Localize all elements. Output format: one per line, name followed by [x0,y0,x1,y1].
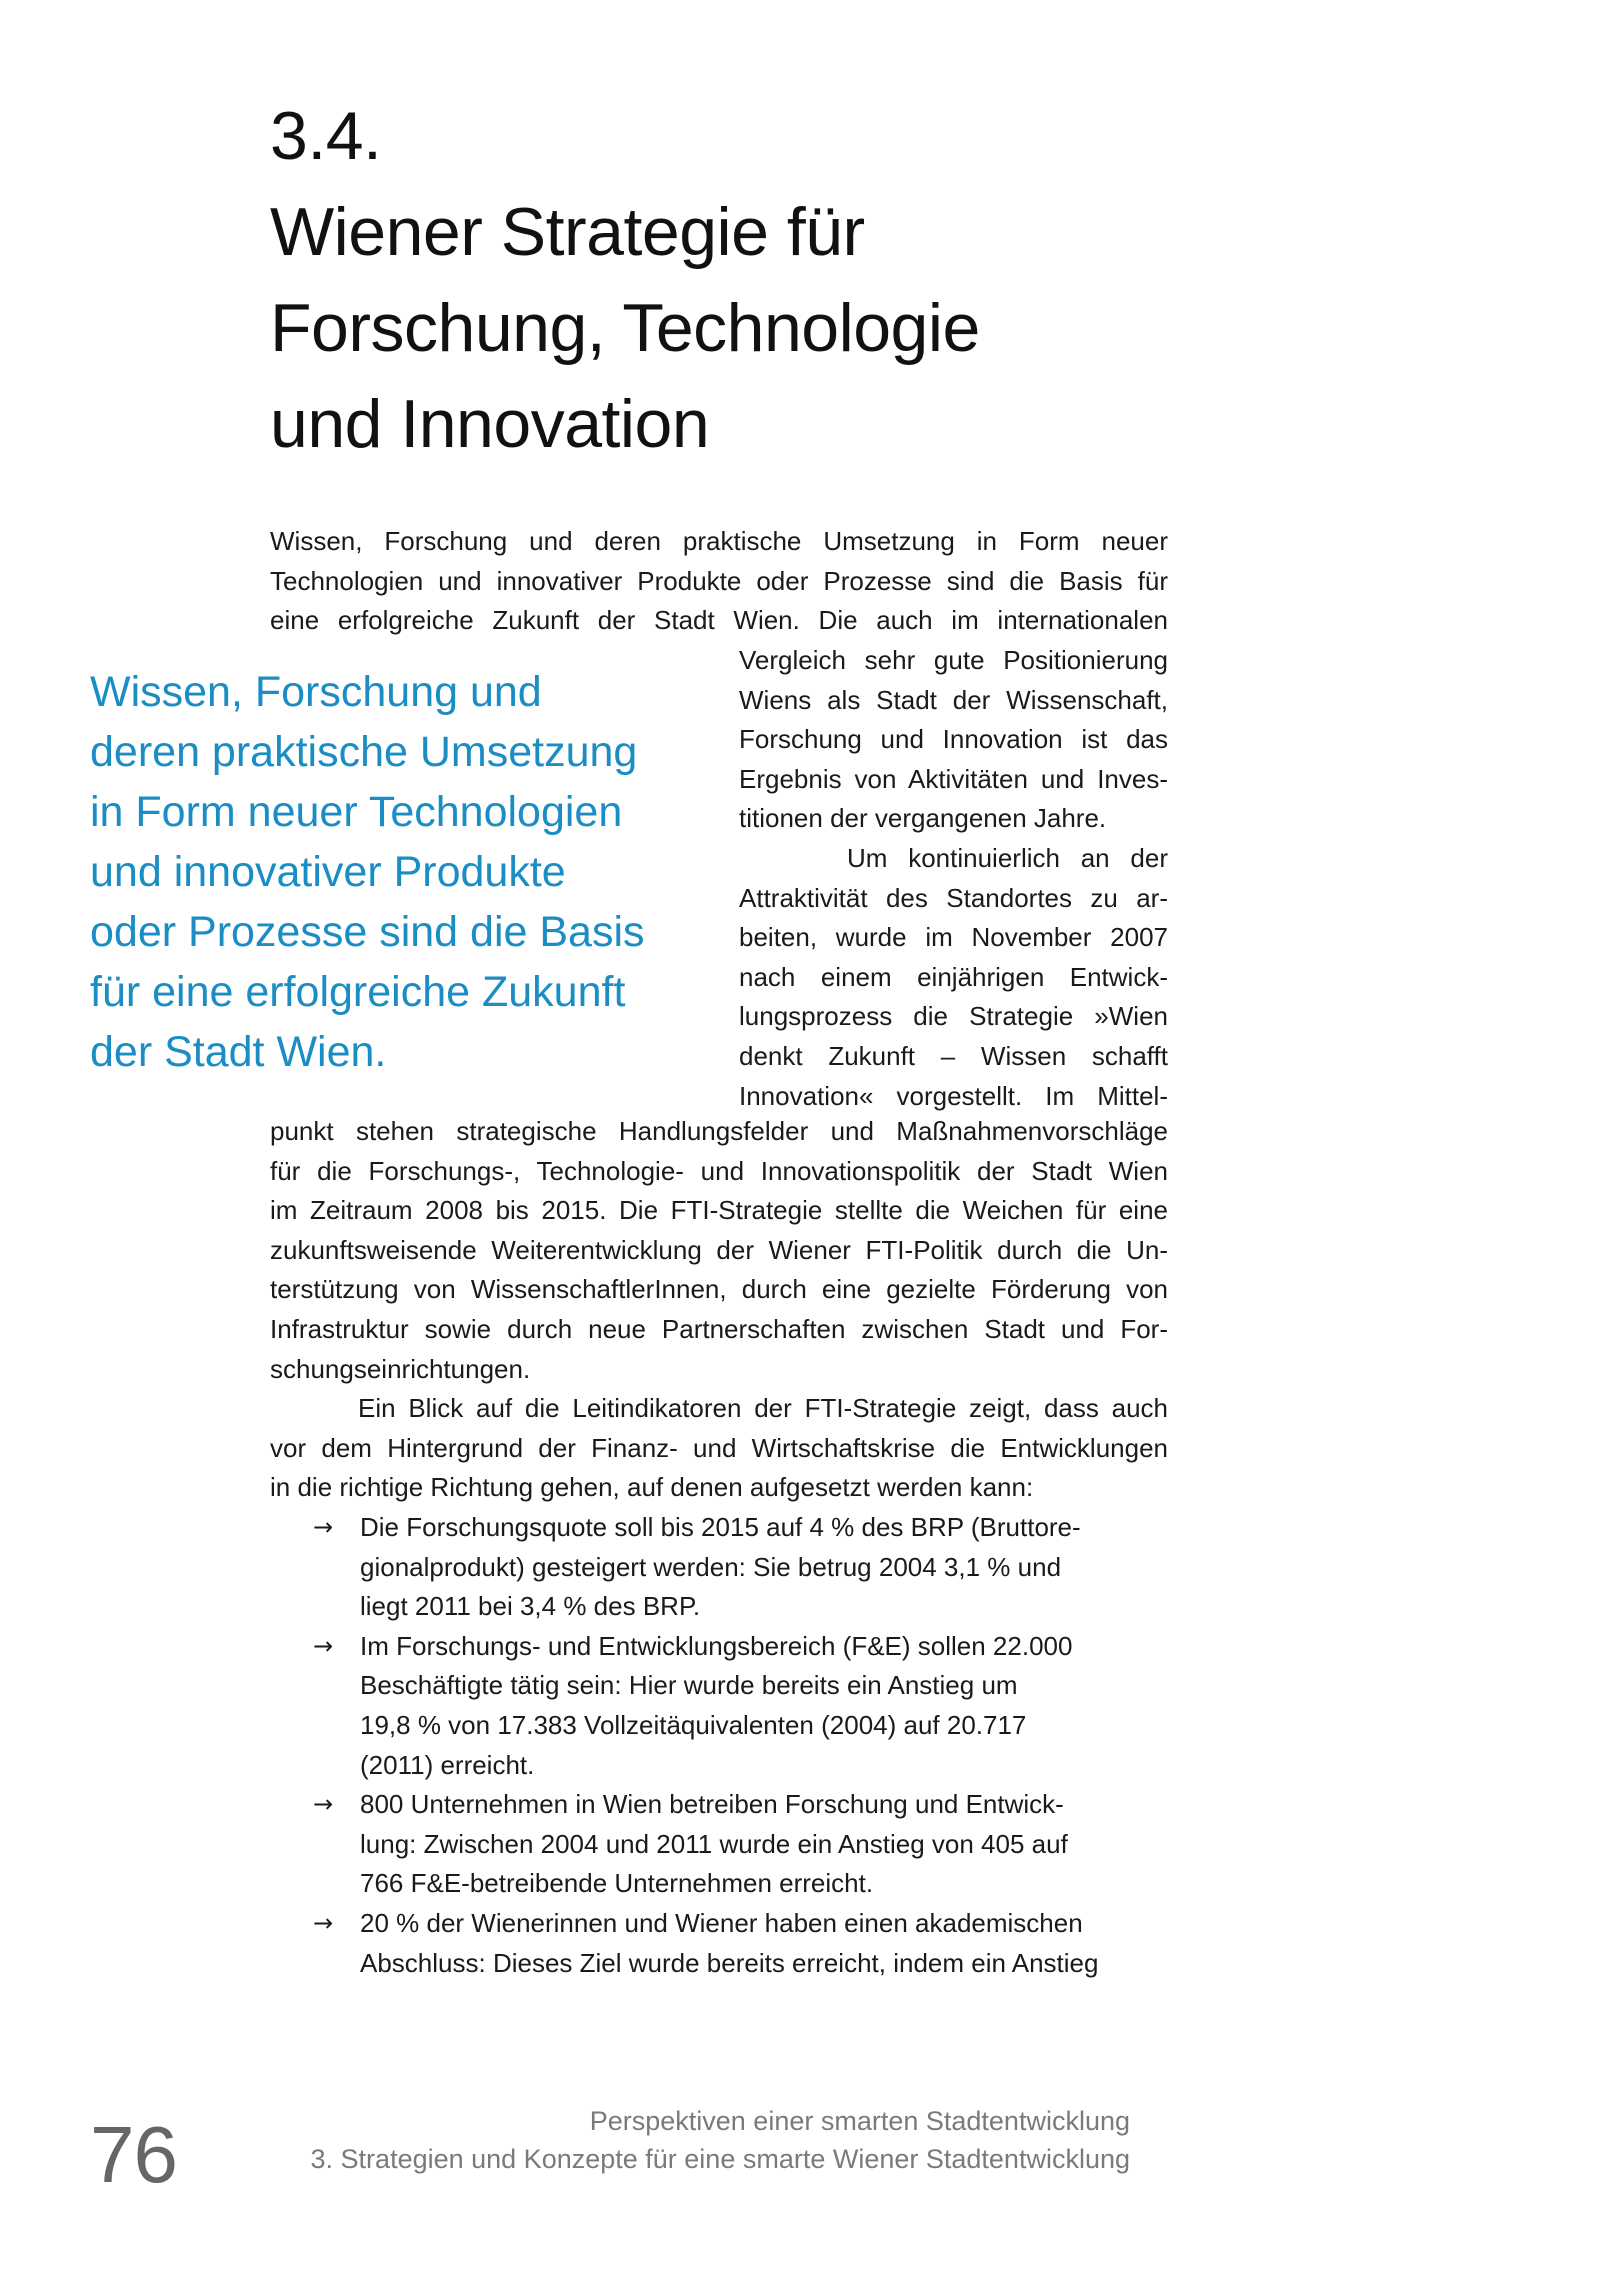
pull-quote-line: und innovativer Produkte [90,848,566,896]
footer-chapter-title: 3. Strategien und Konzepte für eine smarte Wiener Stadtentwicklung [310,2144,1130,2174]
page-number: 76 [90,2110,177,2199]
body-paragraph-main [270,1112,1168,1508]
body-line: zukunftsweisende Weiterentwicklung der Wiener FTI-Politik durch die Un- [270,1234,1168,1265]
section-title-line: Forschung, Technologie [270,290,980,366]
list-item [270,1785,1168,1904]
section-number: 3.4. [270,98,382,174]
list-item-line: Abschluss: Dieses Ziel wurde bereits erreicht, indem ein Anstieg [360,1947,1099,1978]
list-item [270,1904,1168,1983]
list-item-line: gionalprodukt) gesteigert werden: Sie betrug 2004 3,1 % und [360,1551,1062,1582]
body-paragraph-intro [270,522,1168,641]
body-line: terstützung von WissenschaftlerInnen, durch eine gezielte Förderung von [270,1274,1168,1305]
pull-quote-line: oder Prozesse sind die Basis [90,908,645,956]
pull-quote-line: Wissen, Forschung und [90,668,542,716]
body-line: Wiens als Stadt der Wissenschaft, [739,684,1168,715]
arrow-right-icon: → [312,1790,334,1819]
body-line: Um kontinuierlich an der [847,842,1168,873]
list-item [270,1508,1168,1627]
list-item-line: 19,8 % von 17.383 Vollzeitäquivalenten (2004) auf 20.717 [360,1709,1027,1740]
section-heading [270,88,1270,472]
list-item-line: 20 % der Wienerinnen und Wiener haben einen akademischen [360,1907,1083,1938]
list-item-line: lung: Zwischen 2004 und 2011 wurde ein Anstieg von 405 auf [360,1828,1068,1859]
body-line: titionen der vergangenen Jahre. [739,803,1107,834]
list-item-line: Beschäftigte tätig sein: Hier wurde bereits ein Anstieg um [360,1670,1018,1701]
body-line: im Zeitraum 2008 bis 2015. Die FTI-Strategie stellte die Weichen für eine [270,1195,1168,1226]
body-line: schungseinrichtungen. [270,1353,531,1384]
list-item [270,1627,1168,1785]
footer-publication-title: Perspektiven einer smarten Stadtentwicklung [589,2106,1130,2136]
body-line: nach einem einjährigen Entwick- [739,961,1168,992]
body-line: Forschung und Innovation ist das [739,724,1168,755]
list-item-line: 766 F&E-betreibende Unternehmen erreicht. [360,1868,874,1899]
list-item-line: 800 Unternehmen in Wien betreiben Forschung und Entwick- [360,1789,1064,1820]
arrow-right-icon: → [312,1631,334,1660]
body-line: Ein Blick auf die Leitindikatoren der FTI-Strategie zeigt, dass auch [358,1393,1168,1424]
running-footer [200,2102,1130,2178]
body-line: eine erfolgreiche Zukunft der Stadt Wien. Die auch im internationalen [270,605,1168,636]
body-line: beiten, wurde im November 2007 [739,922,1168,953]
body-line: vor dem Hintergrund der Finanz- und Wirtschaftskrise die Entwicklungen [270,1432,1168,1463]
body-line: Technologien und innovativer Produkte oder Prozesse sind die Basis für [270,565,1168,596]
indicator-list [270,1508,1168,1983]
arrow-right-icon: → [312,1513,334,1541]
body-line: Infrastruktur sowie durch neue Partnerschaften zwischen Stadt und For- [270,1313,1168,1344]
body-line: punkt stehen strategische Handlungsfelder und Maßnahmenvorschläge [270,1116,1168,1146]
pull-quote-line: deren praktische Umsetzung [90,728,638,776]
list-item-line: (2011) erreicht. [360,1749,535,1780]
body-line: für die Forschungs-, Technologie- und Innovationspolitik der Stadt Wien [270,1155,1168,1186]
body-line: lungsprozess die Strategie »Wien [739,1001,1168,1032]
body-line: Innovation« vorgestellt. Im Mittel- [739,1080,1168,1111]
body-line: in die richtige Richtung gehen, auf denen aufgesetzt werden kann: [270,1472,1034,1503]
pull-quote [90,662,730,1082]
body-line: Wissen, Forschung und deren praktische Umsetzung in Form neuer [270,526,1168,556]
pull-quote-line: für eine erfolgreiche Zukunft [90,968,626,1016]
section-title-line: und Innovation [270,386,710,462]
body-column-narrow [739,641,1168,1116]
arrow-right-icon: → [312,1908,334,1937]
body-line: Vergleich sehr gute Positionierung [739,645,1168,675]
list-item-line: Im Forschungs- und Entwicklungsbereich (F&E) sollen 22.000 [360,1630,1073,1661]
pull-quote-line: in Form neuer Technologien [90,788,623,836]
body-line: Ergebnis von Aktivitäten und Inves- [739,763,1168,794]
list-item-line: Die Forschungsquote soll bis 2015 auf 4 % des BRP (Bruttore- [360,1512,1081,1542]
list-item-line: liegt 2011 bei 3,4 % des BRP. [360,1591,701,1622]
body-line: Attraktivität des Standortes zu ar- [739,882,1168,913]
section-title-line: Wiener Strategie für [270,194,865,270]
pull-quote-line: der Stadt Wien. [90,1028,387,1076]
body-line: denkt Zukunft – Wissen schafft [739,1040,1168,1071]
